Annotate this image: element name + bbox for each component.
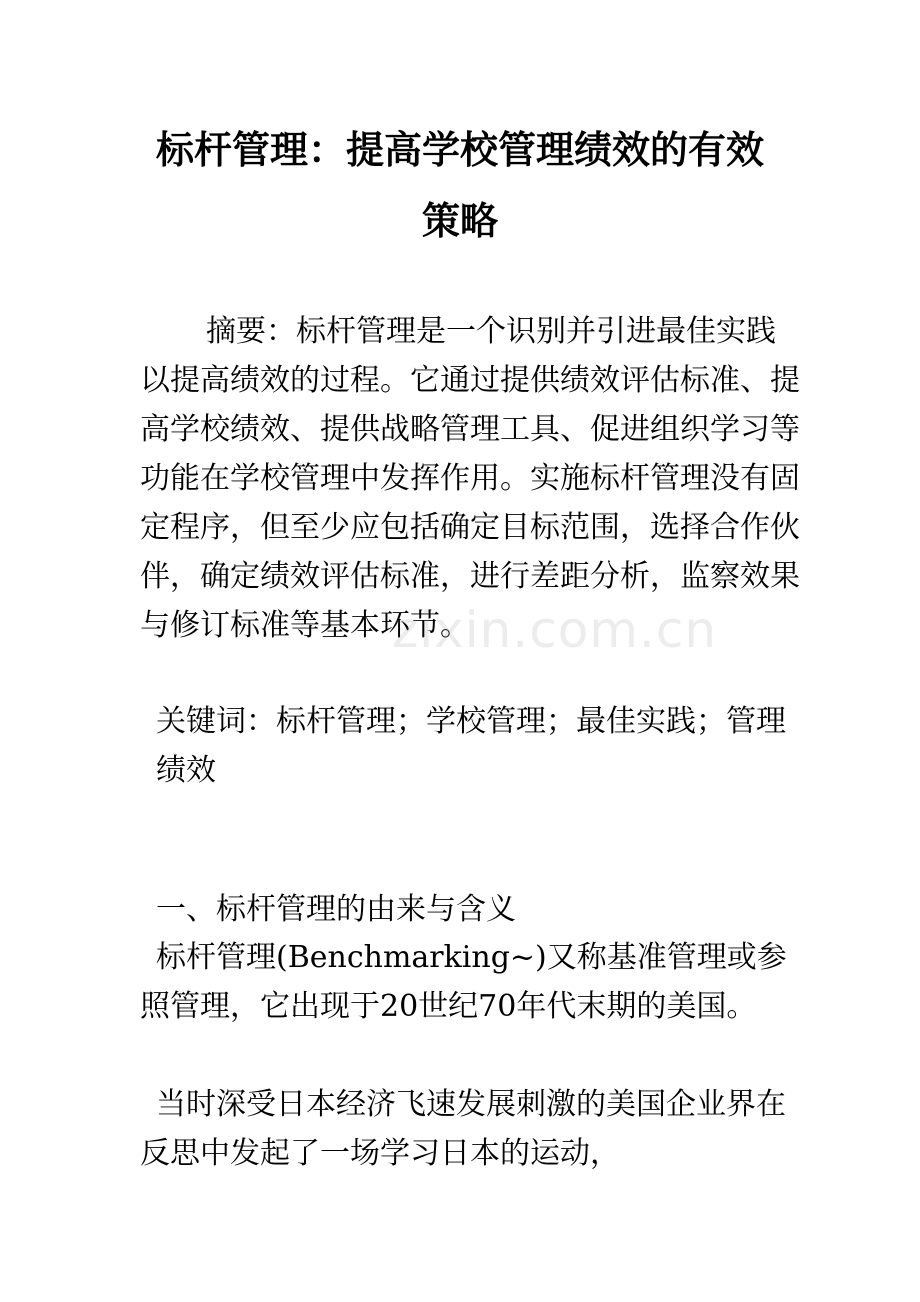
document-title-line1: 标杆管理：提高学校管理绩效的有效: [155, 127, 764, 172]
body-paragraph-2: 当时深受日本经济飞速发展刺激的美国企业界在反思中发起了一场学习日本的运动，: [140, 1087, 786, 1171]
section-heading: 一、标杆管理的由来与含义: [156, 892, 516, 927]
keywords-paragraph: 关键词：标杆管理；学校管理；最佳实践；管理绩效: [156, 704, 786, 788]
document-title-line2: 策略: [421, 198, 498, 243]
body-paragraph-1: 标杆管理(Benchmarking~)又称基准管理或参照管理，它出现于20世纪70年代末期的美国。: [140, 940, 787, 1024]
watermark: zixin.com.cn: [392, 601, 718, 659]
abstract-paragraph: 摘要：标杆管理是一个识别并引进最佳实践以提高绩效的过程。它通过提供绩效评估标准、提高学校绩效、提供战略管理工具、促进组织学习等功能在学校管理中发挥作用。实施标杆管理没有固定程序，但至少应包括确定目标范围，选择合作伙伴，确定绩效评估标准，进行差距分析，监察效果与修订标准等基本环节。: [140, 314, 800, 643]
